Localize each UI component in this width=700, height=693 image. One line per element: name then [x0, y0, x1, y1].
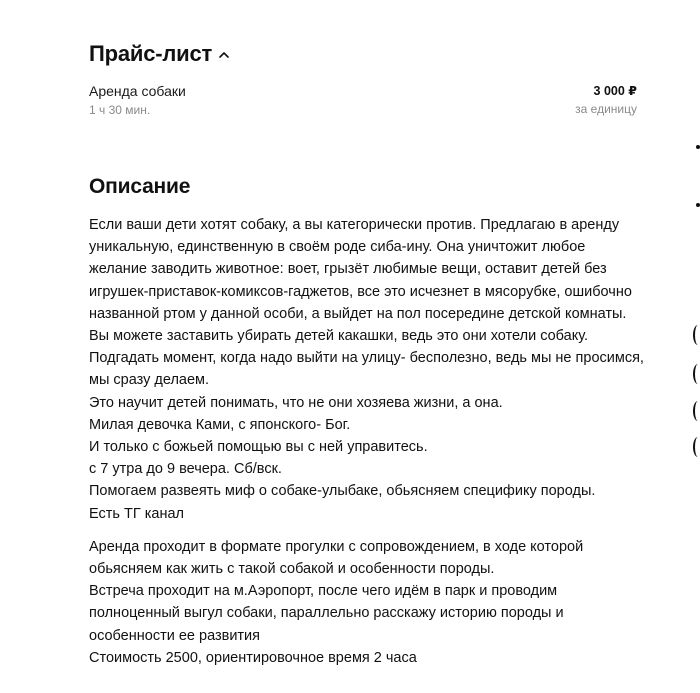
price-unit: за единицу [575, 102, 637, 116]
description-line: желание заводить животное: воет, грызёт любимые вещи, оставит детей без [89, 261, 607, 278]
description-line: Есть ТГ канал [89, 505, 184, 522]
price-list-title: Прайс-лист [89, 41, 213, 66]
description-paragraph-1 [89, 214, 644, 525]
description-line: Аренда проходит в формате прогулки с сопровождением, в ходе которой [89, 538, 584, 555]
price-list-toggle[interactable] [89, 43, 230, 65]
description-line: Это научит детей понимать, что не они хозяева жизни, а она. [89, 394, 503, 411]
chevron-up-icon[interactable] [218, 49, 230, 61]
edge-curve [693, 401, 700, 421]
description-line: Встреча проходит на м.Аэропорт, после чего идём в парк и проводим [89, 583, 558, 600]
description-line: Подгадать момент, когда надо выйти на улицу- бесполезно, ведь мы не просимся, [89, 350, 644, 367]
description-line: названной ртом у данной особи, а выйдет на пол посередине детской комнаты. [89, 305, 627, 322]
description-line: Милая девочка Ками, с японского- Бог. [89, 416, 351, 433]
service-name: Аренда собаки [89, 83, 186, 99]
description-text [89, 214, 644, 669]
description-line: с 7 утра до 9 вечера. Сб/вск. [89, 461, 282, 478]
right-edge-partial-content [688, 0, 700, 693]
service-price: 3 000 ₽ [593, 84, 637, 98]
paragraph-gap [89, 525, 637, 536]
edge-curve [693, 325, 700, 345]
service-duration: 1 ч 30 мин. [89, 103, 151, 117]
description-line: полноценный выгул собаки, параллельно расскажу историю породы и [89, 605, 564, 622]
price-list-item [89, 83, 637, 119]
edge-dot [696, 145, 700, 149]
edge-dot [696, 203, 700, 207]
description-line: уникальную, единственную в своём роде сиба-ину. Она уничтожит любое [89, 239, 586, 256]
description-line: мы сразу делаем. [89, 372, 210, 389]
description-line: особенности ее развития [89, 627, 261, 644]
edge-curve [693, 364, 700, 384]
description-line: обьясняем как жить с такой собакой и особенности породы. [89, 561, 495, 578]
description-title: Описание [89, 175, 191, 198]
description-line: Помогаем развеять миф о собаке-улыбаке, обьясняем специфику породы. [89, 483, 596, 500]
description-line: Если ваши дети хотят собаку, а вы категорически против. Предлагаю в аренду [89, 217, 620, 233]
description-line: И только с божьей помощью вы с ней управитесь. [89, 439, 428, 456]
description-line: игрушек-приставок-комиксов-гаджетов, все это исчезнет в мясорубке, ошибочно [89, 283, 632, 300]
description-line: Вы можете заставить убирать детей какашки, ведь это они хотели собаку. [89, 328, 589, 345]
edge-curve [693, 437, 700, 457]
description-line: Стоимость 2500, ориентировочное время 2 часа [89, 649, 417, 666]
description-paragraph-2 [89, 536, 637, 669]
